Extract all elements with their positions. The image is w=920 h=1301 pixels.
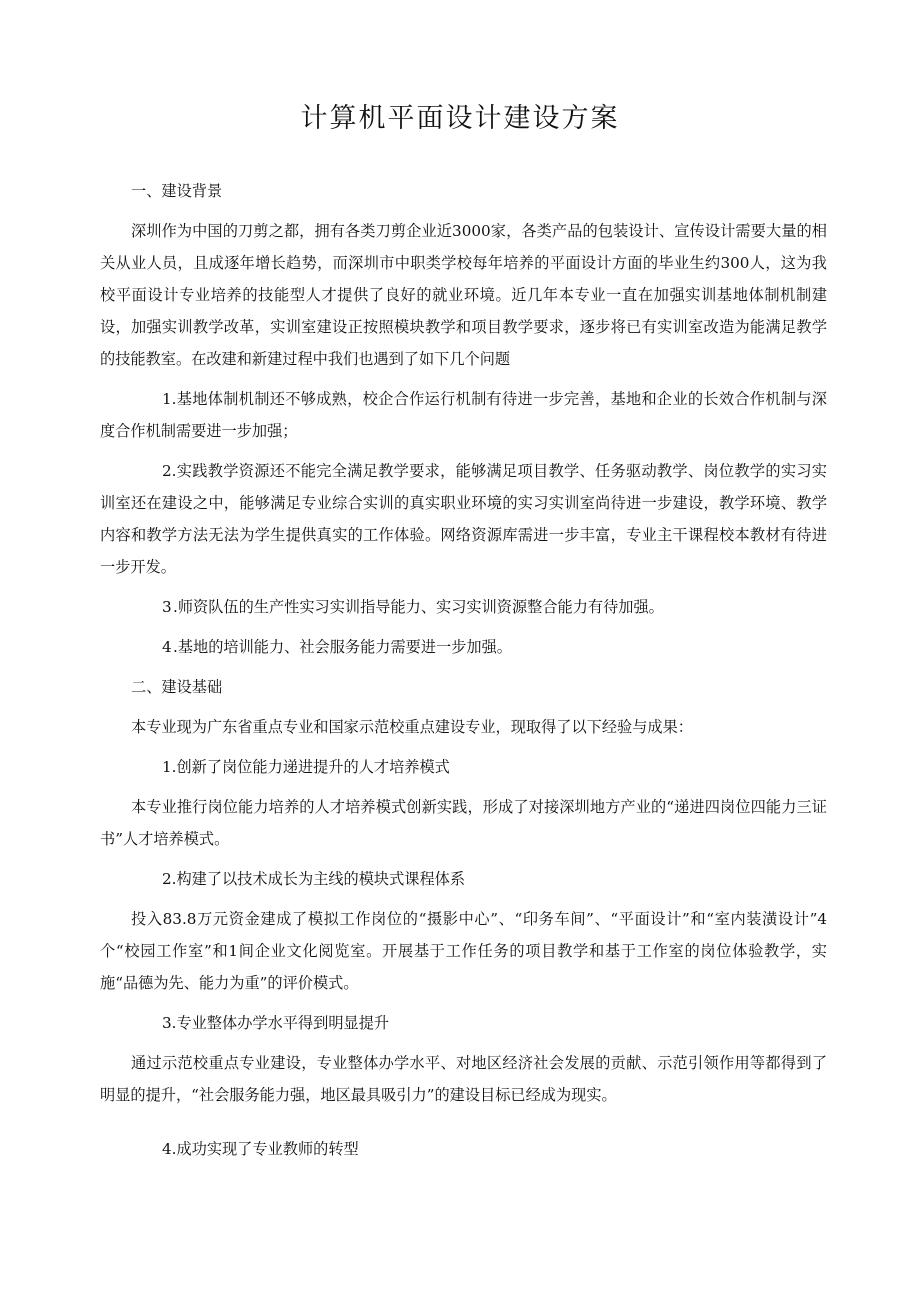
achievement-number: 3 bbox=[162, 1014, 172, 1032]
section-heading-foundation: 二、建设基础 bbox=[131, 678, 223, 696]
achievement-number: 1 bbox=[162, 758, 172, 776]
problem-item-number: 4 bbox=[162, 638, 172, 656]
problem-item-number: 3 bbox=[162, 598, 172, 616]
paragraph-gap bbox=[100, 1119, 827, 1133]
achievement-title-text: .创新了岗位能力递进提升的人才培养模式 bbox=[171, 758, 450, 776]
problem-item-number: 2 bbox=[162, 462, 172, 480]
achievement-paragraph-2: 投入83.8万元资金建成了模拟工作岗位的“摄影中心”、“印务车间”、“平面设计”和“室内装潢设计”4个“校园工作室”和1间企业文化阅览室。开展基于工作任务的项目教学和基于工作室的岗位体验教学，实施“品德为先、能力为重”的评价模式。 bbox=[100, 910, 827, 992]
achievement-title-text: .构建了以技术成长为主线的模块式课程体系 bbox=[171, 870, 466, 888]
problem-item-4 bbox=[100, 631, 827, 663]
achievement-title-text: .成功实现了专业教师的转型 bbox=[171, 1140, 359, 1158]
problem-item-text: .基地体制机制还不够成熟，校企合作运行机制有待进一步完善，基地和企业的长效合作机制与深度合作机制需要进一步加强； bbox=[100, 390, 827, 440]
section-heading-background: 一、建设背景 bbox=[131, 182, 223, 200]
achievement-number: 2 bbox=[162, 870, 172, 888]
problem-item-3 bbox=[100, 591, 827, 623]
problem-item-1 bbox=[100, 383, 827, 447]
background-paragraph: 深圳作为中国的刀剪之都，拥有各类刀剪企业近3000家，各类产品的包装设计、宣传设计需要大量的相关从业人员，且成逐年增长趋势，而深圳市中职类学校每年培养的平面设计方面的毕业生约300人，这为我校平面设计专业培养的技能型人才提供了良好的就业环境。近几年本专业一直在加强实训基地体制机制建设，加强实训教学改革，实训室建设正按照模块教学和项目教学要求，逐步将已有实训室改造为能满足教学的技能教室。在改建和新建过程中我们也遇到了如下几个问题 bbox=[100, 222, 827, 368]
foundation-intro-paragraph: 本专业现为广东省重点专业和国家示范校重点建设专业，现取得了以下经验与成果： bbox=[131, 718, 693, 736]
achievement-number: 4 bbox=[162, 1140, 172, 1158]
achievement-paragraph-1: 本专业推行岗位能力培养的人才培养模式创新实践，形成了对接深圳地方产业的“递进四岗位四能力三证书”人才培养模式。 bbox=[100, 798, 827, 848]
achievement-title-2 bbox=[100, 863, 827, 895]
problem-item-text: .基地的培训能力、社会服务能力需要进一步加强。 bbox=[173, 638, 512, 656]
achievement-title-1 bbox=[100, 751, 827, 783]
problem-item-text: .师资队伍的生产性实习实训指导能力、实习实训资源整合能力有待加强。 bbox=[173, 598, 664, 616]
problem-item-text: .实践教学资源还不能完全满足教学要求，能够满足项目教学、任务驱动教学、岗位教学的实习实训室还在建设之中，能够满足专业综合实训的真实职业环境的实习实训室尚待进一步建设，教学环境、教学内容和教学方法无法为学生提供真实的工作体验。网络资源库需进一步丰富，专业主干课程校本教材有待进一步开发。 bbox=[100, 462, 827, 576]
problem-item-2 bbox=[100, 455, 827, 583]
document-title: 计算机平面设计建设方案 bbox=[300, 103, 620, 134]
achievement-paragraph-3: 通过示范校重点专业建设，专业整体办学水平、对地区经济社会发展的贡献、示范引领作用等都得到了明显的提升，“社会服务能力强，地区最具吸引力”的建设目标已经成为现实。 bbox=[100, 1054, 827, 1104]
achievement-title-text: .专业整体办学水平得到明显提升 bbox=[171, 1014, 390, 1032]
problem-item-number: 1 bbox=[162, 390, 172, 408]
achievement-title-4 bbox=[100, 1133, 827, 1165]
document-body bbox=[100, 175, 827, 1173]
achievement-title-3 bbox=[100, 1007, 827, 1039]
